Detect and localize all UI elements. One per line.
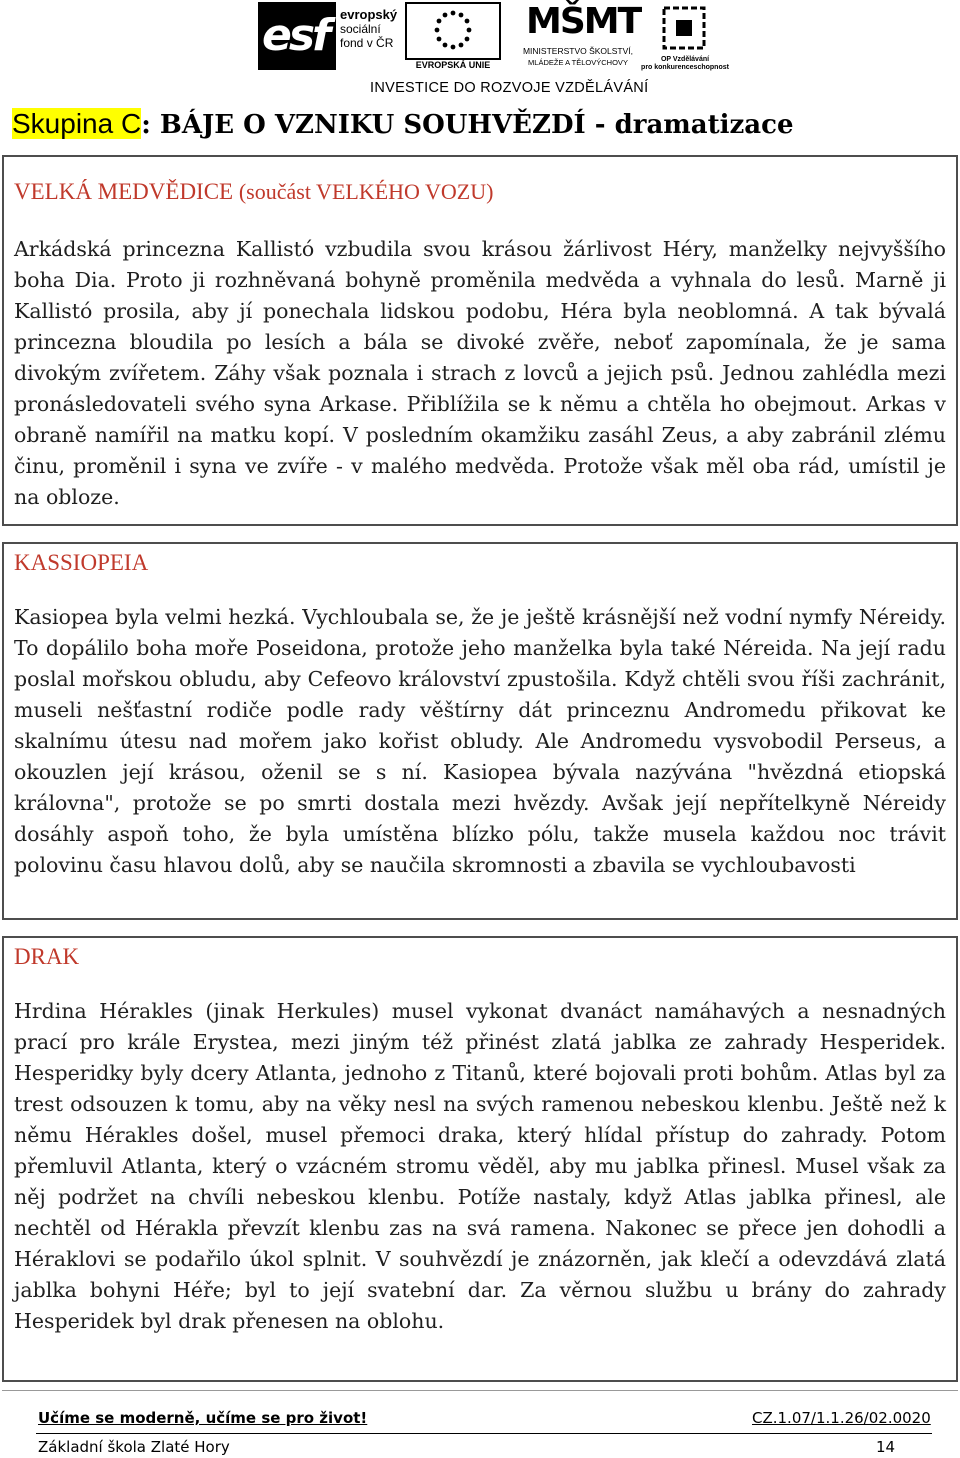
op-caption [640,56,730,72]
esf-line3: fond v ČR [340,36,394,50]
section-heading-main: VELKÁ MEDVĚDICE [14,179,239,204]
eu-caption: EVROPSKÁ UNIE [415,60,491,70]
op-line1: OP Vzdělávání [660,56,710,63]
op-line2: pro konkurenceschopnost [641,64,729,71]
section-drak [2,936,958,1382]
esf-text [340,8,410,50]
esf-logo [258,2,398,70]
page-number: 14 [876,1438,896,1456]
op-symbol-icon [662,6,706,50]
title-group: Skupina C [12,108,142,139]
footer-slogan: Učíme se moderně, učíme se pro život! [38,1409,368,1427]
section-heading [14,179,493,205]
section-heading-sub: (součást VELKÉHO VOZU) [238,179,494,204]
section-text: Arkádská princezna Kallistó vzbudila svou krásou žárlivost Héry, manželky nejvyššího boha Dia. Proto ji rozhněvaná bohyně proměnila medvěda a vyhnala do lesů. Marně ji Kallistó prosila, aby jí ponechala lidskou podobu, Héra byla neoblomná. A tak bývalá princezna bloudila po lesích a bála se divoké zvěře, neboť zapomínala, že je sama divokým zvířetem. Záhy však poznala i strach z lovců a jejich psů. Jednou zahlédla mezi pronásledovateli svého syna Arkase. Přiblížila se k němu a chtěla ho obejmout. Arkas v obraně namířil na matku kopí. V posledním okamžiku zasáhl Zeus, a aby zabránil zlému činu, proměnil i syna ve zvíře - v malého medvěda. Protože však měl oba rád, umístil je na obloze. [14,237,946,509]
eu-logo [405,2,501,74]
title-rest: : BÁJE O VZNIKU SOUHVĚZDÍ - dramatizace [141,110,794,140]
op-logo [640,2,730,74]
msmt-logo [518,1,641,74]
section-heading: DRAK [14,944,80,969]
section-text: Hrdina Hérakles (jinak Herkules) musel vykonat dvanáct namáhavých a nesnadných prací pro krále Erystea, mezi jiným též přinést zlatá jablka ze zahrady Hesperidek. Hesperidky byly dcery Atlanta, jednoho z Titanů, které bojovali proti bohům. Atlas byl za trest odsouzen k tomu, aby na věky nesl na svých ramenou nebeskou klenbu. Ještě než k němu Hérakles došel, musel přemoci draka, který hlídal přístup do zahrady. Potom přemluvil Atlanta, který o vzácném stromu věděl, aby mu jablka přinesl. Musel však za něj podržet na chvíli nebeskou klenbu. Potíže nastaly, když Atlas jablka přinesl, ale nechtěl od Hérakla převzít klenbu zas na svá ramena. Nakonec se přece jen dohodli a Héraklovi se podařilo úkol splnit. V souhvězdí je znázorněn, jak klečí a odevzdává zlatá jablka bohyni Héře; byl to její svatební dar. Za věrnou službu u brány do zahrady Hesperidek byl drak přenesen na oblohu. [14,999,946,1333]
page-title [12,108,794,140]
section-kassiopeia [2,542,958,920]
section-velka-medvedice [2,155,958,526]
eu-flag-icon [405,2,501,60]
footer-school: Základní škola Zlaté Hory [38,1438,230,1456]
msmt-line2: MLÁDEŽE A TĚLOVÝCHOVY [528,58,628,67]
esf-line1: evropský [340,7,398,22]
section-heading: KASSIOPEIA [14,550,149,575]
msmt-mark-icon: MŠMT [526,1,641,42]
footer-project-code: CZ.1.07/1.1.26/02.0020 [752,1409,931,1427]
footer-divider [2,1390,958,1391]
section-text: Kasiopea byla velmi hezká. Vychloubala se, že je ještě krásnější než vodní nymfy Néreidy. To dopálilo boha moře Poseidona, protože jeho manželka byla také Néreida. Na její radu poslal mořskou obludu, aby Cefeovo království zpustošila. Když chtěli svou říši zachránit, museli nešťastní rodiče podle rady věštírny dát princeznu Andromedu přikovat ke skalnímu útesu nad mořem jako kořist obludy. Ale Andromedu vysvobodil Perseus, a okouzlen její krásou, oženil se s ní. Kasiopea bývala nazývána "hvězdná etiopská královna", protože se po smrti dostala mezi hvězdy. Avšak její nepřítelkyně Néreidy dosáhly aspoň toho, že byla umístěna blízko pólu, takže musela každou noc trávit polovinu času hlavou dolů, aby se naučila skromnosti a zbavila se vychloubavosti [14,605,946,877]
msmt-line1: MINISTERSTVO ŠKOLSTVÍ, [522,46,634,56]
esf-mark-icon: esf [258,2,336,70]
header-logos [0,0,960,100]
footer-line [36,1433,932,1434]
invest-slogan: INVESTICE DO ROZVOJE VZDĚLÁVÁNÍ [370,80,649,96]
esf-line2: sociální [340,22,381,36]
